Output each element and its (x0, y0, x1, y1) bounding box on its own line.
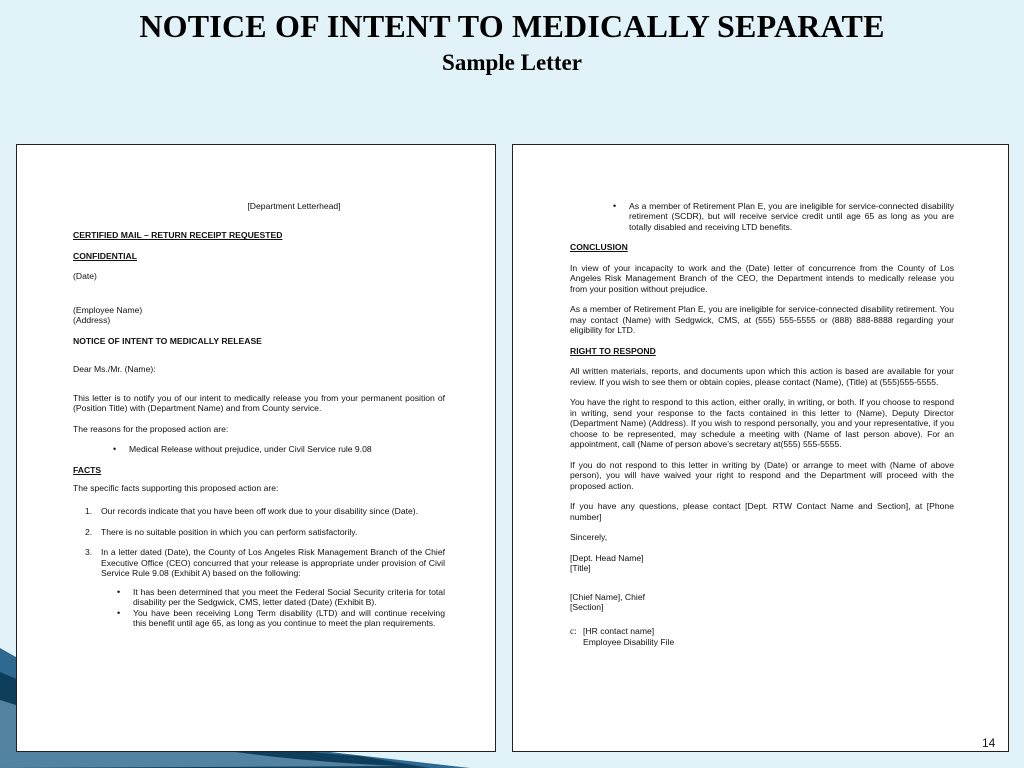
plan-e-text: As a member of Retirement Plan E, you are ineligible for service-connected disability retirement (SCDR), but will receive service credit until age 65 as long as you are totally disabled and receiving LTD benefits. (629, 201, 954, 232)
fact-text: In a letter dated (Date), the County of Los Angeles Risk Management Branch of the Chief Executive Office (CEO) concurred that your release is appropriate under provision of Civil Service Rule 9.08 (Exhibit A) based on the following: (101, 547, 445, 579)
notice-heading: NOTICE OF INTENT TO MEDICALLY RELEASE (73, 335, 262, 346)
bullet-icon: • (113, 444, 117, 455)
sincerely: Sincerely, (570, 532, 608, 543)
letterhead: [Department Letterhead] (247, 201, 341, 211)
conclusion-heading: CONCLUSION (570, 242, 628, 253)
dept-head-title: [Title] (570, 563, 591, 574)
reason-bullet (113, 444, 445, 455)
respond-paragraph-2: You have the right to respond to this action, either orally, in writing, or both. If you choose to respond in writing, send your response to the facts contained in this letter to (Name), Deputy Director (Department Name) (Address). If you wish to respond personally, you and your representative, if you choose to be represented, may schedule a meeting with (Name of last person above). For an appointment, call (Name of person above’s secretary at(555) 555-5555. (570, 397, 954, 450)
employee-name: (Employee Name) (73, 304, 143, 315)
cc-contact: [HR contact name] (583, 625, 655, 636)
fact-sub-bullets (117, 587, 445, 629)
conclusion-paragraph-2: As a member of Retirement Plan E, you are ineligible for service-connected disability retirement. You may contact (Name) with Sedgwick, CMS, at (555) 555-5555 or (888) 888-8888 regarding your eligibility for LTD. (570, 304, 954, 336)
right-to-respond-heading: RIGHT TO RESPOND (570, 345, 656, 356)
chief-section: [Section] (570, 602, 604, 613)
respond-paragraph-3: If you do not respond to this letter in writing by (Date) or arrange to meet with (Name of above person), you will have waived your right to respond and the Department will proceed with the proposed action. (570, 459, 954, 491)
fact-text: Our records indicate that you have been off work due to your disability since (Date). (101, 506, 419, 517)
sub-bullet (117, 608, 445, 629)
fact-item (85, 547, 445, 578)
facts-intro: The specific facts supporting this proposed action are: (73, 482, 279, 493)
bullet-icon: • (117, 586, 121, 597)
questions-paragraph: If you have any questions, please contact [Dept. RTW Contact Name and Section], at [Phone number] (570, 501, 954, 522)
facts-heading: FACTS (73, 465, 102, 476)
slide-subtitle: Sample Letter (442, 50, 582, 75)
cc-mark: c: (570, 625, 577, 636)
intro-paragraph: This letter is to notify you of our intent to medically release you from your permanent position of (Position Title) with (Department Name) and from County service. (73, 392, 445, 414)
fact-number: 1. (85, 506, 93, 517)
fact-number: 3. (85, 547, 93, 558)
sub-bullet-text: It has been determined that you meet the Federal Social Security criteria for total disability per the Sedgwick, CMS, letter dated (Date) (Exhibit B). (133, 586, 445, 608)
salutation: Dear Ms./Mr. (Name): (73, 364, 156, 375)
bullet-icon: • (117, 607, 121, 618)
fact-item (85, 506, 445, 516)
reason-text: Medical Release without prejudice, under Civil Service rule 9.08 (129, 444, 372, 455)
letter-date: (Date) (73, 271, 97, 282)
cc-file: Employee Disability File (583, 636, 675, 647)
letter-page-1 (16, 144, 496, 752)
respond-paragraph-1: All written materials, reports, and documents upon which this action is based are available for your review. If you wish to see them or obtain copies, please contact (Name), (Title) at (555)555-5555. (570, 366, 954, 387)
certified-mail-heading: CERTIFIED MAIL – RETURN RECEIPT REQUESTED (73, 230, 283, 241)
letter-page-2 (512, 144, 1009, 752)
cc-line (570, 626, 954, 637)
fact-item (85, 527, 445, 537)
sub-bullet-text: You have been receiving Long Term disability (LTD) and will continue receiving this benefit until age 65, as long as you continue to meet the plan requirements. (133, 607, 445, 629)
fact-number: 2. (85, 526, 93, 537)
plan-e-bullet (613, 201, 954, 232)
sub-bullet (117, 587, 445, 608)
dept-head-name: [Dept. Head Name] (570, 552, 644, 563)
slide-page-number: 14 (982, 736, 996, 750)
chief-name: [Chief Name], Chief (570, 591, 645, 602)
confidential-heading: CONFIDENTIAL (73, 250, 137, 261)
reasons-intro: The reasons for the proposed action are: (73, 423, 229, 434)
fact-text: There is no suitable position in which you can perform satisfactorily. (101, 526, 358, 537)
bullet-icon: • (613, 201, 617, 211)
slide-title: NOTICE OF INTENT TO MEDICALLY SEPARATE (139, 8, 885, 44)
employee-address: (Address) (73, 315, 111, 326)
conclusion-paragraph-1: In view of your incapacity to work and the (Date) letter of concurrence from the County of Los Angeles Risk Management Branch of the CEO, the Department intends to medically release you from your position without prejudice. (570, 262, 954, 294)
